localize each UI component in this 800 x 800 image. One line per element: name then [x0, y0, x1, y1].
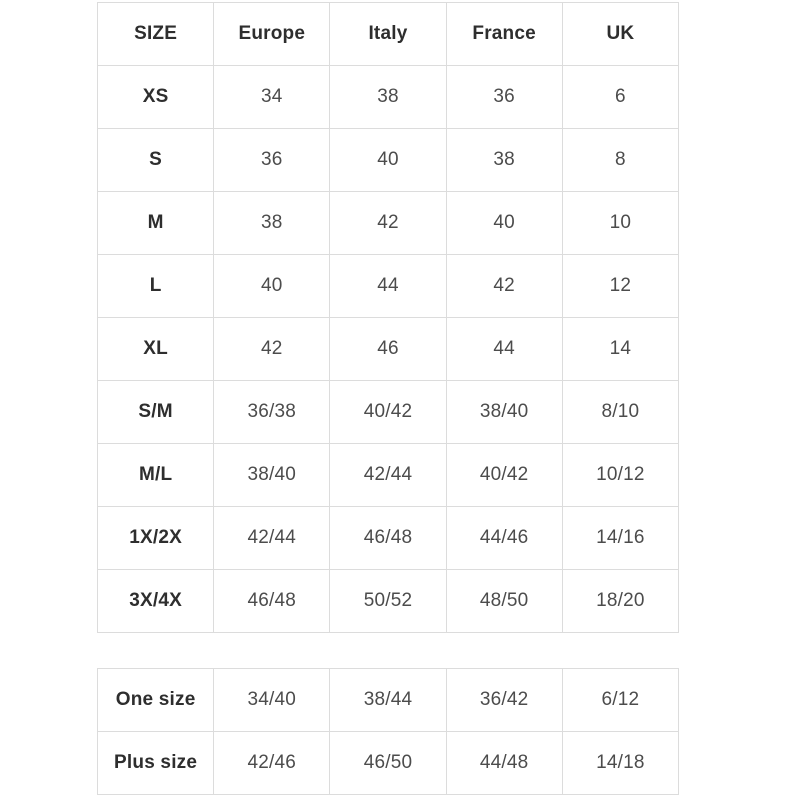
table-row: [98, 318, 679, 381]
size-table-header: [98, 3, 679, 66]
size-conversion-table: [97, 2, 679, 633]
size-value-cell: 42: [330, 192, 446, 255]
size-value-cell: 46/48: [330, 507, 446, 570]
size-value-cell: 40: [330, 129, 446, 192]
size-label-cell: One size: [98, 669, 214, 732]
size-value-cell: 8/10: [562, 381, 678, 444]
size-value-cell: 44/48: [446, 732, 562, 795]
size-value-cell: 36/42: [446, 669, 562, 732]
size-label-cell: M/L: [98, 444, 214, 507]
size-value-cell: 10: [562, 192, 678, 255]
table-row: [98, 732, 679, 795]
table-row: [98, 192, 679, 255]
size-value-cell: 12: [562, 255, 678, 318]
size-label-cell: XS: [98, 66, 214, 129]
size-value-cell: 38/44: [330, 669, 446, 732]
size-value-cell: 46/48: [214, 570, 330, 633]
size-value-cell: 38: [214, 192, 330, 255]
size-value-cell: 46/50: [330, 732, 446, 795]
table-row: [98, 255, 679, 318]
size-value-cell: 40: [214, 255, 330, 318]
size-value-cell: 44: [330, 255, 446, 318]
size-value-cell: 6/12: [562, 669, 678, 732]
size-value-cell: 40: [446, 192, 562, 255]
size-value-cell: 42/44: [330, 444, 446, 507]
size-value-cell: 6: [562, 66, 678, 129]
size-value-cell: 48/50: [446, 570, 562, 633]
table-row: [98, 669, 679, 732]
size-label-cell: XL: [98, 318, 214, 381]
header-row: [98, 3, 679, 66]
size-value-cell: 14/16: [562, 507, 678, 570]
size-value-cell: 38/40: [214, 444, 330, 507]
size-value-cell: 42/44: [214, 507, 330, 570]
size-value-cell: 50/52: [330, 570, 446, 633]
size-value-cell: 18/20: [562, 570, 678, 633]
size-value-cell: 44/46: [446, 507, 562, 570]
special-sizes-table-body: [98, 669, 679, 795]
table-row: [98, 570, 679, 633]
header-cell: UK: [562, 3, 678, 66]
table-row: [98, 444, 679, 507]
size-value-cell: 42: [446, 255, 562, 318]
size-value-cell: 42: [214, 318, 330, 381]
size-value-cell: 36/38: [214, 381, 330, 444]
size-value-cell: 10/12: [562, 444, 678, 507]
size-value-cell: 40/42: [446, 444, 562, 507]
size-value-cell: 14/18: [562, 732, 678, 795]
size-label-cell: Plus size: [98, 732, 214, 795]
size-value-cell: 38: [446, 129, 562, 192]
size-value-cell: 14: [562, 318, 678, 381]
header-cell: France: [446, 3, 562, 66]
size-label-cell: L: [98, 255, 214, 318]
size-value-cell: 40/42: [330, 381, 446, 444]
size-label-cell: S/M: [98, 381, 214, 444]
size-label-cell: S: [98, 129, 214, 192]
header-cell: Italy: [330, 3, 446, 66]
size-value-cell: 8: [562, 129, 678, 192]
size-value-cell: 38: [330, 66, 446, 129]
size-label-cell: 1X/2X: [98, 507, 214, 570]
size-value-cell: 36: [214, 129, 330, 192]
table-row: [98, 129, 679, 192]
size-value-cell: 38/40: [446, 381, 562, 444]
table-row: [98, 507, 679, 570]
size-value-cell: 44: [446, 318, 562, 381]
size-label-cell: 3X/4X: [98, 570, 214, 633]
header-cell: Europe: [214, 3, 330, 66]
table-row: [98, 66, 679, 129]
size-value-cell: 42/46: [214, 732, 330, 795]
size-value-cell: 34: [214, 66, 330, 129]
header-cell: SIZE: [98, 3, 214, 66]
special-sizes-table: [97, 668, 679, 795]
size-table-body: [98, 66, 679, 633]
table-row: [98, 381, 679, 444]
size-value-cell: 34/40: [214, 669, 330, 732]
size-label-cell: M: [98, 192, 214, 255]
size-value-cell: 46: [330, 318, 446, 381]
size-value-cell: 36: [446, 66, 562, 129]
